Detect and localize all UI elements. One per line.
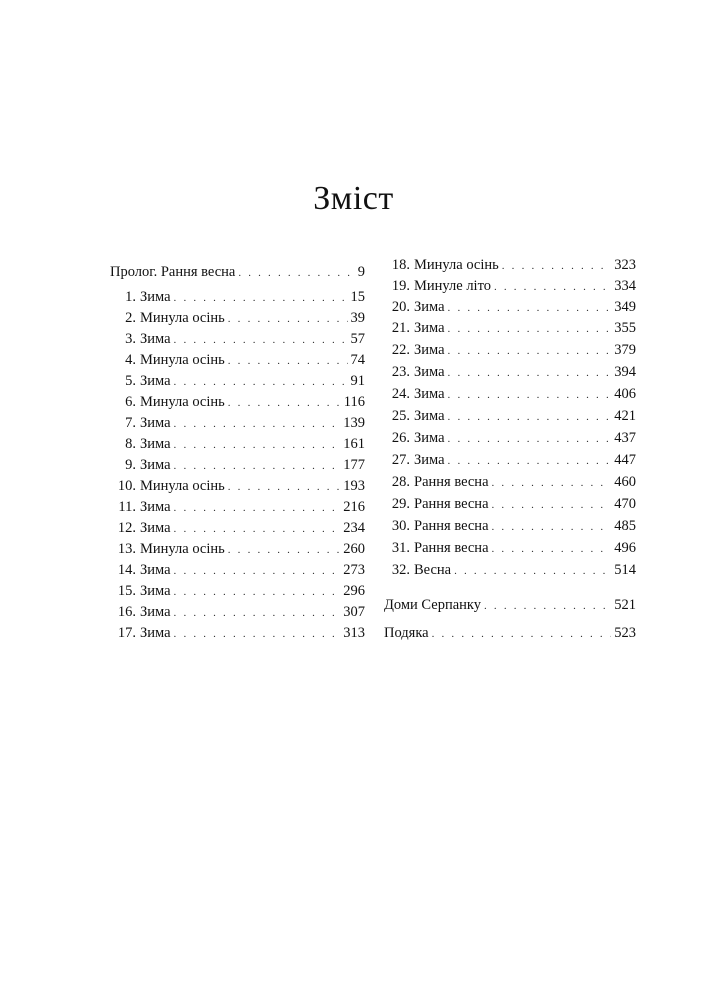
toc-entry-number: 18. (391, 257, 410, 273)
toc-entry-label: Подяка (384, 625, 429, 641)
toc-entry (110, 477, 365, 496)
toc-entry-number: 25. (391, 408, 410, 424)
toc-entry-page: 334 (614, 278, 636, 294)
toc-entry-number: 17. (117, 625, 136, 641)
toc-entry (384, 363, 636, 382)
toc-entry-label: Весна (414, 562, 452, 578)
leader-dots (174, 499, 341, 517)
toc-entry (110, 351, 365, 370)
leader-dots (432, 625, 612, 643)
toc-entry-label: Зима (414, 299, 445, 315)
toc-entry-page: 139 (343, 415, 365, 431)
toc-entry-label: Зима (140, 604, 171, 620)
toc-entry-label: Зима (140, 583, 171, 599)
toc-entry (384, 298, 636, 317)
toc-entry-label: Зима (140, 436, 171, 452)
toc-entry-page: 485 (614, 518, 636, 534)
toc-entry-page: 437 (614, 430, 636, 446)
toc-entry-number: 19. (391, 278, 410, 294)
toc-entry (110, 540, 365, 559)
toc-entry-number: 2. (125, 310, 136, 326)
toc-entry-number: 16. (117, 604, 136, 620)
leader-dots (502, 257, 611, 275)
leader-dots (174, 289, 348, 307)
toc-entry-label: Зима (414, 408, 445, 424)
leader-dots (494, 278, 611, 296)
toc-entry-page: 523 (614, 625, 636, 641)
toc-entry (110, 435, 365, 454)
toc-entry-label: Зима (414, 342, 445, 358)
toc-entry-page: 323 (614, 257, 636, 273)
leader-dots (174, 604, 341, 622)
toc-entry-number: 8. (125, 436, 136, 452)
toc-entry (384, 385, 636, 404)
toc-entry (110, 519, 365, 538)
toc-entry-page: 421 (614, 408, 636, 424)
leader-dots (228, 541, 340, 559)
leader-dots (492, 474, 612, 492)
leader-dots (448, 364, 612, 382)
toc-entry-page: 521 (614, 597, 636, 613)
toc-entry-label: Зима (140, 562, 171, 578)
toc-entry-label: Зима (140, 625, 171, 641)
toc-entry (384, 517, 636, 536)
toc-entry-number: 23. (391, 364, 410, 380)
toc-entry-label: Зима (140, 415, 171, 431)
toc-entry-number: 15. (117, 583, 136, 599)
toc-entry-page: 116 (343, 394, 365, 410)
toc-entry (110, 561, 365, 580)
toc-entry-page: 460 (614, 474, 636, 490)
toc-entry (110, 603, 365, 622)
toc-entry-label: Зима (414, 452, 445, 468)
leader-dots (492, 496, 612, 514)
toc-entry-number: 12. (117, 520, 136, 536)
leader-dots (228, 478, 340, 496)
toc-entry (384, 429, 636, 448)
toc-entry-number: 9. (125, 457, 136, 473)
leader-dots (484, 597, 611, 615)
toc-entry-page: 216 (343, 499, 365, 515)
toc-entry (384, 256, 636, 275)
toc-entry-label: Рання весна (414, 540, 489, 556)
toc-entry (384, 407, 636, 426)
toc-entry-label: Доми Серпанку (384, 597, 482, 613)
leader-dots (448, 408, 612, 426)
leader-dots (228, 394, 341, 412)
toc-entry (384, 624, 636, 643)
leader-dots (238, 264, 354, 282)
toc-entry-label: Минула осінь (140, 310, 225, 326)
toc-entry-label: Зима (140, 289, 171, 305)
toc-entry-page: 514 (614, 562, 636, 578)
leader-dots (492, 518, 612, 536)
toc-entry (384, 277, 636, 296)
toc-entry-number: 14. (117, 562, 136, 578)
toc-entry-label: Зима (414, 320, 445, 336)
toc-entry (384, 539, 636, 558)
leader-dots (174, 583, 341, 601)
toc-entry-label: Рання весна (414, 496, 489, 512)
toc-entry-label: Зима (140, 331, 171, 347)
toc-entry-label: Минула осінь (140, 394, 225, 410)
toc-entry-page: 161 (343, 436, 365, 452)
toc-entry-page: 394 (614, 364, 636, 380)
toc-entry (110, 263, 365, 282)
toc-entry-label: Минула осінь (140, 541, 225, 557)
leader-dots (448, 320, 612, 338)
toc-entry-label: Зима (414, 430, 445, 446)
toc-entry-page: 349 (614, 299, 636, 315)
toc-entry-page: 39 (350, 310, 365, 326)
toc-entry-label: Зима (140, 457, 171, 473)
leader-dots (448, 299, 612, 317)
toc-entry-page: 273 (343, 562, 365, 578)
toc-entry-number: 26. (391, 430, 410, 446)
toc-entry-label: Зима (414, 386, 445, 402)
toc-entry-number: 27. (391, 452, 410, 468)
toc-entry-label: Зима (140, 520, 171, 536)
toc-entry-page: 57 (350, 331, 365, 347)
leader-dots (448, 430, 612, 448)
leader-dots (174, 520, 341, 538)
toc-entry-label: Минула осінь (140, 352, 225, 368)
toc-entry-number: 20. (391, 299, 410, 315)
leader-dots (448, 386, 612, 404)
toc-entry-number: 6. (125, 394, 136, 410)
toc-entry (384, 341, 636, 360)
toc-entry (110, 624, 365, 643)
toc-entry-page: 74 (350, 352, 365, 368)
leader-dots (492, 540, 612, 558)
toc-entry (110, 393, 365, 412)
toc-entry (384, 561, 636, 580)
toc-entry-page: 296 (343, 583, 365, 599)
toc-entry-number: 30. (391, 518, 410, 534)
toc-entry-page: 91 (350, 373, 365, 389)
toc-entry (110, 309, 365, 328)
toc-entry (110, 498, 365, 517)
toc-entry-page: 9 (357, 264, 365, 280)
leader-dots (174, 436, 341, 454)
toc-entry-label: Минула осінь (414, 257, 499, 273)
toc-entry-number: 1. (125, 289, 136, 305)
toc-entry-number: 28. (391, 474, 410, 490)
toc-entry-number: 24. (391, 386, 410, 402)
toc-entry (110, 582, 365, 601)
toc-entry-label: Зима (414, 364, 445, 380)
toc-entry (384, 495, 636, 514)
leader-dots (228, 310, 348, 328)
toc-entry (110, 330, 365, 349)
toc-entry-number: 13. (117, 541, 136, 557)
toc-entry (384, 473, 636, 492)
toc-entry-page: 406 (614, 386, 636, 402)
toc-entry-number: 32. (391, 562, 410, 578)
toc-entry (110, 414, 365, 433)
toc-entry-page: 379 (614, 342, 636, 358)
toc-entry-number: 21. (391, 320, 410, 336)
toc-entry-number: 31. (391, 540, 410, 556)
toc-entry-page: 15 (350, 289, 365, 305)
toc-entry-page: 496 (614, 540, 636, 556)
toc-entry-page: 234 (343, 520, 365, 536)
toc-entry-label: Зима (140, 499, 171, 515)
toc-entry (384, 451, 636, 470)
toc-entry-label: Минула осінь (140, 478, 225, 494)
toc-entry-label: Рання весна (414, 474, 489, 490)
toc-entry-page: 177 (343, 457, 365, 473)
toc-entry-page: 355 (614, 320, 636, 336)
leader-dots (174, 562, 341, 580)
toc-entry (110, 456, 365, 475)
toc-entry-page: 313 (343, 625, 365, 641)
toc-entry-page: 447 (614, 452, 636, 468)
toc-entry-page: 193 (343, 478, 365, 494)
toc-entry-page: 470 (614, 496, 636, 512)
leader-dots (174, 457, 341, 475)
toc-entry-number: 11. (118, 499, 136, 515)
leader-dots (174, 331, 348, 349)
toc-entry-number: 29. (391, 496, 410, 512)
toc-entry (110, 372, 365, 391)
toc-entry-number: 10. (117, 478, 136, 494)
toc-entry-label: Минуле літо (414, 278, 491, 294)
toc-entry-label: Пролог. Рання весна (110, 264, 236, 280)
toc-entry-number: 4. (125, 352, 136, 368)
leader-dots (174, 625, 341, 643)
leader-dots (228, 352, 348, 370)
toc-entry-number: 5. (125, 373, 136, 389)
leader-dots (174, 373, 348, 391)
toc-entry-label: Зима (140, 373, 171, 389)
toc-entry-number: 3. (125, 331, 136, 347)
leader-dots (448, 452, 612, 470)
toc-entry (384, 319, 636, 338)
toc-entry-page: 307 (343, 604, 365, 620)
toc-entry-label: Рання весна (414, 518, 489, 534)
leader-dots (454, 562, 611, 580)
leader-dots (448, 342, 612, 360)
toc-entry-number: 7. (125, 415, 136, 431)
toc-entry (110, 288, 365, 307)
leader-dots (174, 415, 341, 433)
toc-entry-number: 22. (391, 342, 410, 358)
toc-entry (384, 596, 636, 615)
toc-entry-page: 260 (343, 541, 365, 557)
page-title: Зміст (313, 180, 394, 217)
